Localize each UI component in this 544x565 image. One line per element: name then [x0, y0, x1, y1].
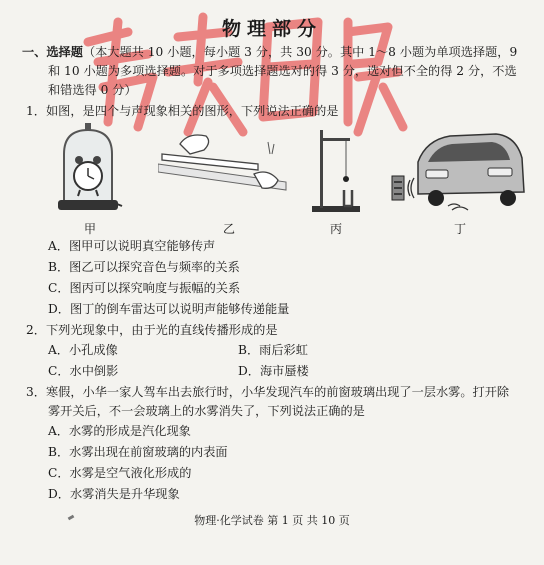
question-3-option-d: D．水雾消失是升华现象	[48, 487, 180, 501]
question-1-stem: 1．如图，是四个与声现象相关的图形，下列说法正确的是	[26, 104, 339, 118]
question-1-option-a: A．图甲可以说明真空能够传声	[48, 239, 216, 253]
question-1-option-c: C．图丙可以探究响度与振幅的关系	[48, 281, 241, 295]
question-1-option-d: D．图丁的倒车雷达可以说明声能够传递能量	[48, 302, 290, 316]
section-header	[22, 44, 517, 60]
question-2-option-b: B．雨后彩虹	[238, 343, 308, 357]
figure-label-yi: 乙	[223, 222, 236, 236]
question-3-option-c: C．水雾是空气液化形成的	[48, 466, 192, 480]
question-3-stem-line-1: 3．寒假，小华一家人驾车出去旅行时，小华发现汽车的前窗玻璃出现了一层水雾。打开除	[26, 385, 510, 399]
tuning-fork-pendulum-icon	[308, 124, 364, 216]
question-1-option-b: B．图乙可以探究音色与频率的关系	[48, 260, 240, 274]
section-instructions-line-3: 和错选得 0 分）	[48, 83, 137, 97]
page-title: 物理部分	[221, 18, 322, 40]
question-3-option-b: B．水雾出现在前窗玻璃的内表面	[48, 445, 228, 459]
figure-label-jia: 甲	[84, 222, 97, 236]
ruler-on-table-icon	[158, 124, 292, 202]
section-instructions-line-2: 和 10 小题为多项选择题。对于多项选择题选对的得 3 分，选对但不全的得 2 分，不选	[48, 64, 517, 78]
figure-label-ding: 丁	[454, 222, 467, 236]
question-2-option-c: C．水中倒影	[48, 364, 119, 378]
question-2-option-d: D．海市蜃楼	[238, 364, 309, 378]
section-heading: 选择题	[46, 45, 83, 59]
question-2-option-a: A．小孔成像	[48, 343, 118, 357]
car-reversing-radar-icon	[388, 122, 528, 214]
section-number: 一、	[22, 45, 47, 59]
question-3-stem-line-2: 雾开关后，不一会玻璃上的水雾消失了，下列说法正确的是	[48, 404, 365, 418]
figure-label-bing: 丙	[330, 222, 343, 236]
question-2-stem: 2．下列光现象中，由于光的直线传播形成的是	[26, 323, 278, 337]
page-footer: 物理·化学试卷 第 1 页 共 10 页	[194, 514, 350, 527]
section-instructions-line-1: （本大题共 10 小题，每小题 3 分，共 30 分。其中 1～8 小题为单项选择题，9	[82, 45, 518, 59]
bell-jar-alarm-clock-icon	[52, 122, 124, 214]
question-3-option-a: A．水雾的形成是汽化现象	[48, 424, 191, 438]
